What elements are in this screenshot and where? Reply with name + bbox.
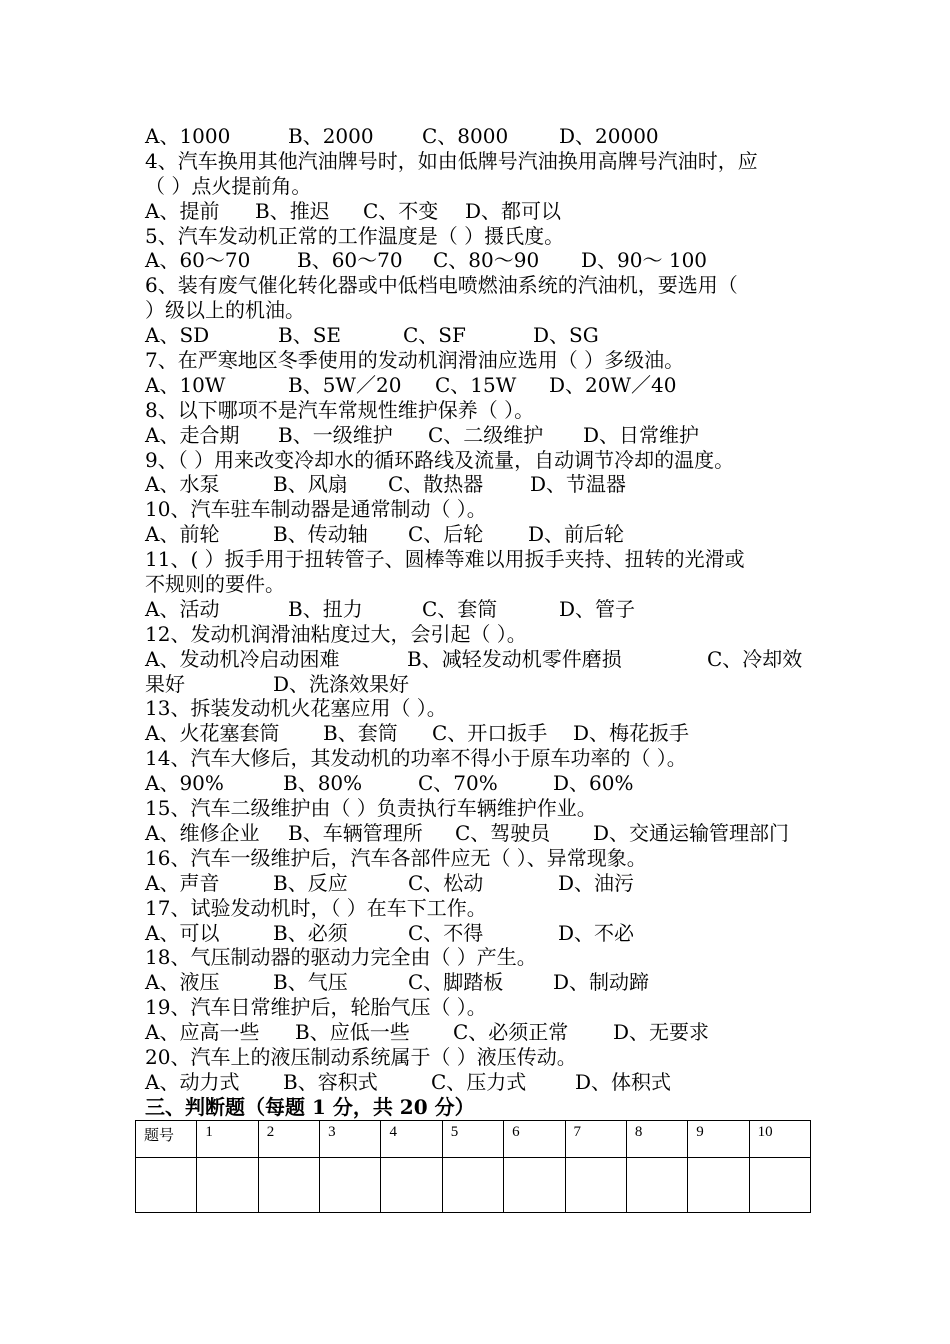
option-text: D、梅花扳手 xyxy=(573,721,690,746)
option-line xyxy=(145,721,815,746)
question-text: 19、汽车日常维护后，轮胎气压（ ）。 xyxy=(145,995,487,1020)
option-text: D、不必 xyxy=(558,920,635,945)
option-text: C、不得 xyxy=(408,920,484,945)
answer-table-header-cell: 4 xyxy=(381,1121,442,1158)
option-text: B、推迟 xyxy=(255,198,330,223)
option-text: B、80% xyxy=(283,771,363,796)
option-text: C、松动 xyxy=(408,870,484,895)
option-text: A、1000 xyxy=(145,124,231,148)
option-text: D、90～ 100 xyxy=(581,248,708,273)
option-text: D、SG xyxy=(533,323,599,348)
option-text: A、维修企业 xyxy=(145,820,260,845)
option-text: C、冷却效 xyxy=(707,646,803,671)
option-line xyxy=(145,672,815,697)
option-text: C、SF xyxy=(403,323,466,348)
option-text: D、节温器 xyxy=(530,472,627,497)
option-line xyxy=(145,248,815,273)
option-text: C、压力式 xyxy=(431,1069,527,1094)
option-text: B、车辆管理所 xyxy=(288,820,423,845)
option-line xyxy=(145,124,815,149)
option-text: A、水泵 xyxy=(145,472,220,497)
option-text: C、驾驶员 xyxy=(455,820,551,845)
question-text: 11、( ）扳手用于扭转管子、圆棒等难以用扳手夹持、扭转的光滑或 xyxy=(145,547,745,572)
answer-cell[interactable] xyxy=(320,1158,381,1213)
option-text: A、应高一些 xyxy=(145,1020,260,1045)
option-text: A、提前 xyxy=(145,198,220,223)
question-text: 5、汽车发动机正常的工作温度是（ ）摄氏度。 xyxy=(145,223,565,248)
option-text: A、动力式 xyxy=(145,1069,240,1094)
answer-table-header-cell: 题号 xyxy=(136,1121,197,1158)
answer-cell[interactable] xyxy=(197,1158,258,1213)
option-text: A、可以 xyxy=(145,920,220,945)
question-list xyxy=(145,124,815,1120)
option-text: B、气压 xyxy=(273,970,348,995)
option-text: A、活动 xyxy=(145,596,220,621)
option-line xyxy=(145,821,815,846)
answer-table-header-cell: 7 xyxy=(565,1121,626,1158)
option-text: B、SE xyxy=(278,323,341,348)
answer-cell[interactable] xyxy=(442,1158,503,1213)
option-line xyxy=(145,472,815,497)
option-line xyxy=(145,373,815,398)
option-text: B、容积式 xyxy=(283,1069,378,1094)
option-text: A、液压 xyxy=(145,970,220,995)
question-text: （ ）点火提前角。 xyxy=(145,173,312,198)
answer-table-header-cell: 8 xyxy=(626,1121,687,1158)
question-text: 12、发动机润滑油粘度过大，会引起（ ）。 xyxy=(145,621,527,646)
option-text: D、无要求 xyxy=(613,1020,710,1045)
question-text: 10、汽车驻车制动器是通常制动（ ）。 xyxy=(145,497,487,522)
answer-table-header-row xyxy=(136,1121,811,1158)
question-text: 4、汽车换用其他汽油牌号时，如由低牌号汽油换用高牌号汽油时，应 xyxy=(145,148,758,173)
option-line xyxy=(145,323,815,348)
answer-cell[interactable] xyxy=(749,1158,810,1213)
option-text: C、二级维护 xyxy=(428,422,544,447)
answer-table-header-cell: 1 xyxy=(197,1121,258,1158)
option-text: B、风扇 xyxy=(273,472,348,497)
option-text: C、散热器 xyxy=(388,472,484,497)
option-text: A、走合期 xyxy=(145,422,240,447)
answer-table xyxy=(135,1120,811,1213)
option-line xyxy=(145,1020,815,1045)
option-line xyxy=(145,771,815,796)
answer-table-header-cell: 3 xyxy=(320,1121,381,1158)
question-text: 8、以下哪项不是汽车常规性维护保养（ ）。 xyxy=(145,397,535,422)
section-heading: 三、判断题（每题 1 分，共 20 分） xyxy=(145,1094,475,1119)
option-text: B、一级维护 xyxy=(278,422,393,447)
option-text: D、交通运输管理部门 xyxy=(593,820,790,845)
option-text: B、必须 xyxy=(273,920,348,945)
option-text: B、传动轴 xyxy=(273,522,368,547)
option-text: D、20W／40 xyxy=(549,372,677,397)
option-text: D、洗涤效果好 xyxy=(273,671,410,696)
option-line xyxy=(145,199,815,224)
question-text: 7、在严寒地区冬季使用的发动机润滑油应选用（ ）多级油。 xyxy=(145,348,685,373)
question-text: 15、汽车二级维护由（ ）负责执行车辆维护作业。 xyxy=(145,796,597,821)
option-text: D、都可以 xyxy=(465,198,562,223)
option-text: C、70% xyxy=(418,771,498,796)
answer-cell[interactable] xyxy=(626,1158,687,1213)
option-line xyxy=(145,522,815,547)
question-text: 14、汽车大修后，其发动机的功率不得小于原车功率的（ ）。 xyxy=(145,746,687,771)
answer-cell[interactable] xyxy=(504,1158,565,1213)
option-line xyxy=(145,871,815,896)
option-text: C、脚踏板 xyxy=(408,970,504,995)
question-text: 16、汽车一级维护后，汽车各部件应无（ ）、异常现象。 xyxy=(145,845,647,870)
question-text: 13、拆装发动机火花塞应用（ ）。 xyxy=(145,696,447,721)
option-text: B、减轻发动机零件磨损 xyxy=(407,646,622,671)
answer-table-answer-row xyxy=(136,1158,811,1213)
question-text: 9、（ ）用来改变冷却水的循环路线及流量，自动调节冷却的温度。 xyxy=(145,447,735,472)
answer-cell[interactable] xyxy=(258,1158,319,1213)
option-text: 果好 xyxy=(145,671,185,696)
question-text: 不规则的要件。 xyxy=(145,572,285,597)
option-text: D、体积式 xyxy=(575,1069,672,1094)
option-line xyxy=(145,921,815,946)
answer-cell[interactable] xyxy=(381,1158,442,1213)
answer-table-header-cell: 10 xyxy=(749,1121,810,1158)
option-line xyxy=(145,970,815,995)
answer-table-header-cell: 6 xyxy=(504,1121,565,1158)
option-text: B、反应 xyxy=(273,870,348,895)
option-text: D、60% xyxy=(553,771,634,796)
option-text: A、60～70 xyxy=(145,248,251,273)
option-text: C、后轮 xyxy=(408,522,484,547)
option-text: C、必须正常 xyxy=(453,1020,569,1045)
option-text: C、80～90 xyxy=(433,248,540,273)
option-text: B、60～70 xyxy=(297,248,403,273)
answer-table-header-cell: 9 xyxy=(688,1121,749,1158)
answer-cell[interactable] xyxy=(688,1158,749,1213)
question-text: 18、气压制动器的驱动力完全由（ ）产生。 xyxy=(145,945,537,970)
option-text: D、前后轮 xyxy=(528,522,625,547)
option-text: D、日常维护 xyxy=(583,422,700,447)
option-text: C、套筒 xyxy=(422,596,498,621)
question-text: 17、试验发动机时，（ ）在车下工作。 xyxy=(145,895,487,920)
option-text: D、20000 xyxy=(559,124,659,148)
option-text: B、扭力 xyxy=(288,596,363,621)
option-text: C、15W xyxy=(435,372,517,397)
option-text: B、应低一些 xyxy=(295,1020,410,1045)
question-text: 20、汽车上的液压制动系统属于（ ）液压传动。 xyxy=(145,1044,577,1069)
option-text: A、前轮 xyxy=(145,522,220,547)
answer-table-header-cell: 5 xyxy=(442,1121,503,1158)
option-text: C、不变 xyxy=(363,198,439,223)
option-text: A、10W xyxy=(145,372,226,397)
option-text: D、制动蹄 xyxy=(553,970,650,995)
answer-cell[interactable] xyxy=(565,1158,626,1213)
option-line xyxy=(145,423,815,448)
option-text: D、油污 xyxy=(558,870,635,895)
answer-table-header-cell: 2 xyxy=(258,1121,319,1158)
option-line xyxy=(145,1070,815,1095)
option-text: C、8000 xyxy=(422,124,509,148)
option-text: A、火花塞套筒 xyxy=(145,721,280,746)
option-line xyxy=(145,647,815,672)
option-line xyxy=(145,597,815,622)
option-text: D、管子 xyxy=(559,596,636,621)
option-text: C、开口扳手 xyxy=(432,721,548,746)
question-text: ）级以上的机油。 xyxy=(145,298,305,323)
option-text: A、SD xyxy=(145,323,210,348)
option-text: A、90% xyxy=(145,771,224,796)
question-text: 6、装有废气催化转化器或中低档电喷燃油系统的汽油机，要选用（ xyxy=(145,273,738,298)
option-text: B、2000 xyxy=(288,124,374,148)
option-text: A、声音 xyxy=(145,870,220,895)
option-text: A、发动机冷启动困难 xyxy=(145,646,340,671)
option-text: B、5W／20 xyxy=(288,372,402,397)
answer-cell[interactable] xyxy=(136,1158,197,1213)
option-text: B、套筒 xyxy=(323,721,398,746)
